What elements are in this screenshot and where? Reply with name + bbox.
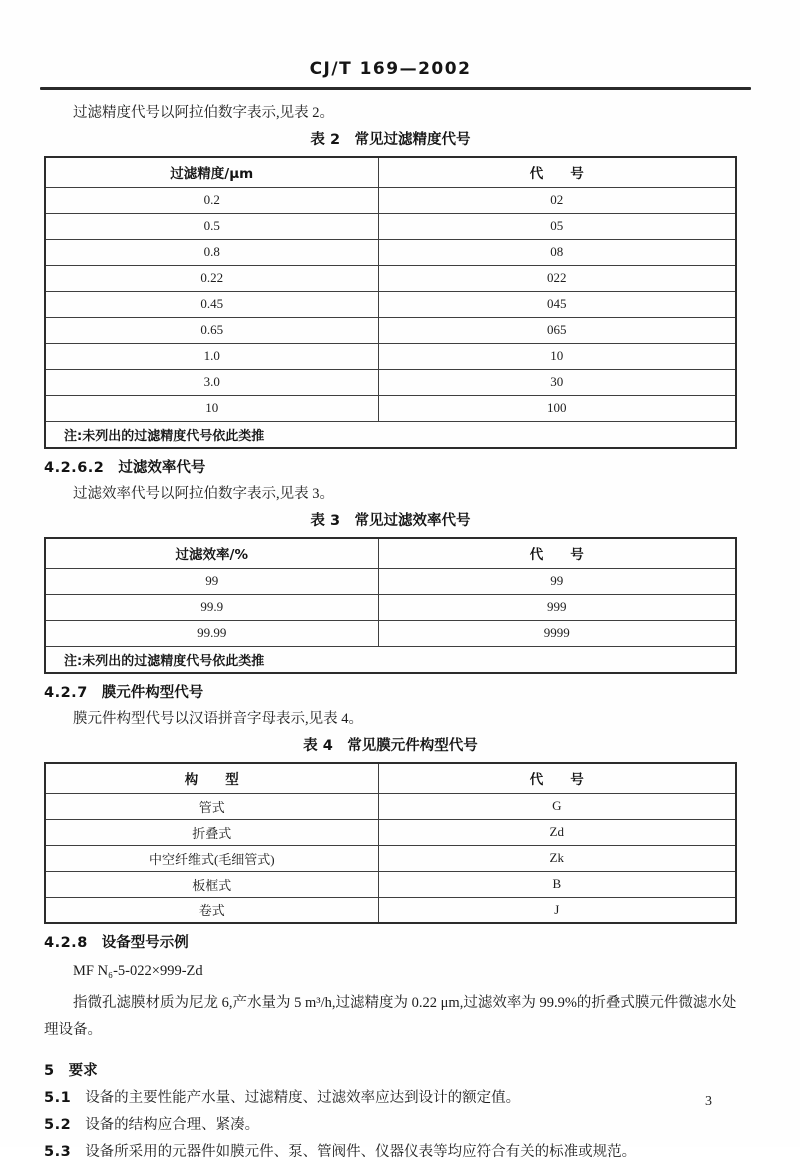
section-number: 4.2.6.2 bbox=[44, 460, 105, 476]
table-cell: 100 bbox=[378, 395, 736, 421]
table-cell: 99 bbox=[45, 568, 378, 594]
table-row bbox=[45, 845, 736, 871]
paragraph-intro-table3: 过滤效率代号以阿拉伯数字表示,见表 3。 bbox=[73, 486, 334, 502]
table3-body bbox=[45, 568, 736, 646]
table-filtration-efficiency-codes bbox=[44, 537, 737, 674]
column-header-code: 代 号 bbox=[378, 157, 736, 187]
section-heading-5 bbox=[44, 1060, 737, 1082]
table-cell: 10 bbox=[378, 343, 736, 369]
table-cell: B bbox=[378, 871, 736, 897]
table2-body bbox=[45, 187, 736, 421]
requirement-item-5-3 bbox=[44, 1141, 737, 1163]
table-row bbox=[45, 871, 736, 897]
paragraph-intro-table2: 过滤精度代号以阿拉伯数字表示,见表 2。 bbox=[73, 105, 334, 121]
section-number: 4.2.7 bbox=[44, 685, 88, 701]
table-row bbox=[45, 187, 736, 213]
table-cell: 10 bbox=[45, 395, 378, 421]
table3-header bbox=[45, 538, 736, 568]
table-cell: 中空纤维式(毛细管式) bbox=[45, 845, 378, 871]
page-number: 3 bbox=[705, 1094, 712, 1109]
requirement-number: 5.3 bbox=[44, 1144, 72, 1160]
table-cell: 1.0 bbox=[45, 343, 378, 369]
requirement-item-5-1 bbox=[44, 1087, 737, 1109]
table4-caption: 表 4 常见膜元件构型代号 bbox=[303, 738, 478, 754]
column-header-code: 代 号 bbox=[378, 538, 736, 568]
table-header-row bbox=[45, 538, 736, 568]
section-number: 5 bbox=[44, 1063, 55, 1079]
table-cell: J bbox=[378, 897, 736, 923]
table-cell: 022 bbox=[378, 265, 736, 291]
table-cell: 02 bbox=[378, 187, 736, 213]
table-cell: 99 bbox=[378, 568, 736, 594]
column-header-precision: 过滤精度/μm bbox=[45, 157, 378, 187]
table-cell: 卷式 bbox=[45, 897, 378, 923]
table-cell: Zk bbox=[378, 845, 736, 871]
table-row bbox=[45, 213, 736, 239]
section-title: 要求 bbox=[68, 1063, 98, 1079]
table-row bbox=[45, 819, 736, 845]
requirement-text: 设备所采用的元器件如膜元件、泵、管阀件、仪器仪表等均应符合有关的标准或规范。 bbox=[85, 1144, 637, 1160]
table-filtration-precision-codes bbox=[44, 156, 737, 449]
table-cell: 3.0 bbox=[45, 369, 378, 395]
column-header-code: 代 号 bbox=[378, 763, 736, 793]
table-cell: 05 bbox=[378, 213, 736, 239]
table2-header bbox=[45, 157, 736, 187]
table4-body bbox=[45, 793, 736, 923]
table-cell: 0.2 bbox=[45, 187, 378, 213]
table-cell: 045 bbox=[378, 291, 736, 317]
table-row bbox=[45, 317, 736, 343]
paragraph-intro-table4: 膜元件构型代号以汉语拼音字母表示,见表 4。 bbox=[73, 711, 363, 727]
table-row bbox=[45, 369, 736, 395]
section-number: 4.2.8 bbox=[44, 935, 88, 951]
table-cell: 0.5 bbox=[45, 213, 378, 239]
requirement-text: 设备的主要性能产水量、过滤精度、过滤效率应达到设计的额定值。 bbox=[85, 1090, 521, 1106]
section-title: 膜元件构型代号 bbox=[101, 685, 204, 701]
requirement-text: 设备的结构应合理、紧凑。 bbox=[85, 1117, 260, 1133]
table-row bbox=[45, 594, 736, 620]
table-cell: 99.9 bbox=[45, 594, 378, 620]
table-cell: Zd bbox=[378, 819, 736, 845]
section-heading-4-2-8 bbox=[44, 932, 737, 954]
table-row bbox=[45, 568, 736, 594]
standard-number: CJ/T 169—2002 bbox=[309, 59, 472, 79]
table2-caption: 表 2 常见过滤精度代号 bbox=[310, 132, 471, 148]
table-row bbox=[45, 291, 736, 317]
column-header-configuration: 构 型 bbox=[45, 763, 378, 793]
table-cell: 0.8 bbox=[45, 239, 378, 265]
table-row bbox=[45, 239, 736, 265]
table-note-row bbox=[45, 646, 736, 673]
table-header-row bbox=[45, 157, 736, 187]
table-note-row bbox=[45, 421, 736, 448]
table-header-row bbox=[45, 763, 736, 793]
table3-caption: 表 3 常见过滤效率代号 bbox=[310, 513, 471, 529]
table2-note: 注:未列出的过滤精度代号依此类推 bbox=[45, 421, 736, 448]
table-row bbox=[45, 897, 736, 923]
requirement-number: 5.2 bbox=[44, 1117, 72, 1133]
table-cell: 0.45 bbox=[45, 291, 378, 317]
table-cell: 065 bbox=[378, 317, 736, 343]
table-cell: 99.99 bbox=[45, 620, 378, 646]
table-cell: 管式 bbox=[45, 793, 378, 819]
section-title: 设备型号示例 bbox=[101, 935, 189, 951]
table-cell: 0.22 bbox=[45, 265, 378, 291]
header-rule bbox=[40, 87, 751, 90]
table2-footer bbox=[45, 421, 736, 448]
table-row bbox=[45, 265, 736, 291]
table-cell: 30 bbox=[378, 369, 736, 395]
model-example-description: 指微孔滤膜材质为尼龙 6,产水量为 5 m³/h,过滤精度为 0.22 μm,过滤效率为 99.9%的折叠式膜元件微滤水处理设备。 bbox=[44, 995, 737, 1038]
section-heading-4-2-7 bbox=[44, 682, 737, 704]
requirement-item-5-2 bbox=[44, 1114, 737, 1136]
table-row bbox=[45, 620, 736, 646]
table-row bbox=[45, 793, 736, 819]
section-heading-4-2-6-2 bbox=[44, 457, 737, 479]
table-cell: G bbox=[378, 793, 736, 819]
table-row bbox=[45, 343, 736, 369]
table-cell: 0.65 bbox=[45, 317, 378, 343]
table-cell: 08 bbox=[378, 239, 736, 265]
column-header-efficiency: 过滤效率/% bbox=[45, 538, 378, 568]
table-cell: 折叠式 bbox=[45, 819, 378, 845]
table-membrane-configuration-codes bbox=[44, 762, 737, 924]
table-row bbox=[45, 395, 736, 421]
section-title: 过滤效率代号 bbox=[118, 460, 206, 476]
model-designation-example: MF N₆-5-022×999-Zd bbox=[73, 963, 203, 979]
table-cell: 板框式 bbox=[45, 871, 378, 897]
table4-header bbox=[45, 763, 736, 793]
table-cell: 9999 bbox=[378, 620, 736, 646]
table3-note: 注:未列出的过滤精度代号依此类推 bbox=[45, 646, 736, 673]
requirement-number: 5.1 bbox=[44, 1090, 72, 1106]
table3-footer bbox=[45, 646, 736, 673]
table-cell: 999 bbox=[378, 594, 736, 620]
